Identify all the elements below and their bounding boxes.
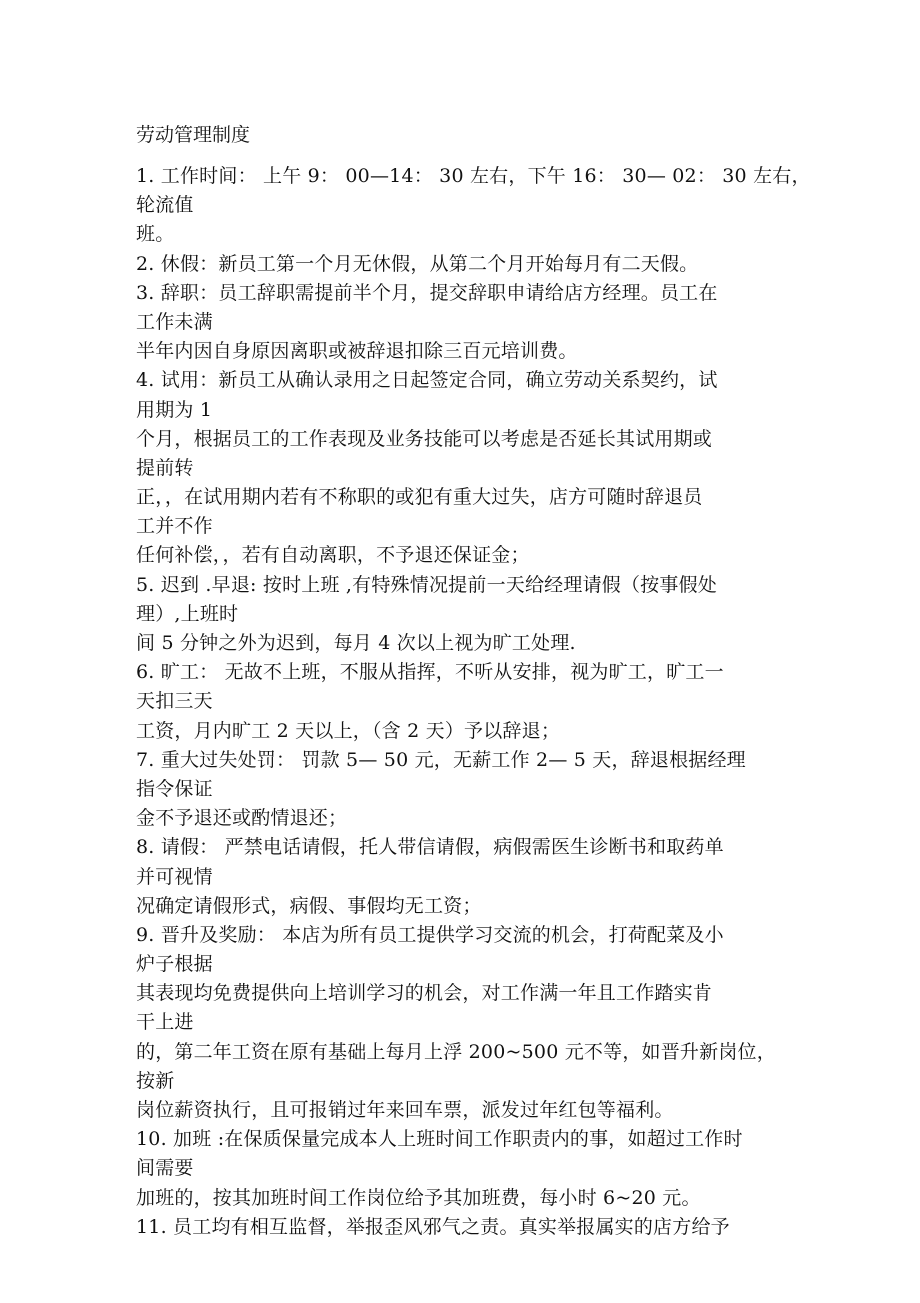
text-line: 正，，在试用期内若有不称职的或犯有重大过失，店方可随时辞退员	[136, 486, 703, 509]
text-line: 金不予退还或酌情退还；	[136, 807, 348, 830]
text-line: 间 5 分钟之外为迟到，每月 4 次以上视为旷工处理.	[136, 632, 576, 654]
text-line: 任何补偿，，若有自动离职，不予退还保证金；	[136, 544, 530, 567]
text-line: 指令保证	[136, 777, 213, 800]
text-line: 6. 旷工： 无故不上班，不服从指挥，不听从安排，视为旷工，旷工一	[136, 661, 724, 684]
text-line: 提前转	[136, 456, 194, 479]
text-line: 炉子根据	[136, 953, 213, 976]
text-line: 7. 重大过失处罚： 罚款 5— 50 元，无薪工作 2— 5 天，辞退根据经理	[136, 748, 746, 771]
text-line: 个月，根据员工的工作表现及业务技能可以考虑是否延长其试用期或	[136, 427, 713, 450]
text-line: 9. 晋升及奖励： 本店为所有员工提供学习交流的机会，打荷配菜及小	[136, 923, 724, 946]
text-line: 工并不作	[136, 515, 213, 538]
document-lines	[136, 162, 811, 1242]
text-line: 干上进	[136, 1011, 194, 1034]
text-line: 并可视情	[136, 865, 213, 888]
text-line: 理）,上班时	[136, 602, 239, 625]
text-line: 岗位薪资执行，且可报销过年来回车票，派发过年红包等福利。	[136, 1099, 674, 1121]
text-line: 加班的，按其加班时间工作岗位给予其加班费，每小时 6~20 元。	[136, 1186, 701, 1209]
text-line: 工作未满	[136, 310, 213, 333]
document-body	[136, 118, 811, 1242]
text-line: 的，第二年工资在原有基础上每月上浮 200~500 元不等，如晋升新岗位，	[136, 1040, 776, 1063]
text-line: 其表现均免费提供向上培训学习的机会，对工作满一年且工作踏实肯	[136, 982, 713, 1005]
text-line: 半年内因自身原因离职或被辞退扣除三百元培训费。	[136, 340, 578, 363]
text-line: 班。	[136, 223, 175, 246]
text-line: 11. 员工均有相互监督，举报歪风邪气之责。真实举报属实的店方给予	[136, 1215, 730, 1238]
document-title: 劳动管理制度	[136, 124, 251, 146]
text-line: 按新	[136, 1069, 175, 1092]
text-line: 3. 辞职：员工辞职需提前半个月，提交辞职申请给店方经理。员工在	[136, 281, 718, 304]
text-line: 况确定请假形式，病假、事假均无工资；	[136, 894, 482, 917]
text-line: 用期为 1	[136, 398, 213, 421]
text-line: 5. 迟到 .早退: 按时上班 ,有特殊情况提前一天给经理请假（按事假处	[136, 573, 717, 596]
text-line: 8. 请假： 严禁电话请假，托人带信请假，病假需医生诊断书和取药单	[136, 836, 724, 859]
text-line: 轮流值	[136, 194, 194, 217]
text-line: 工资，月内旷工 2 天以上，（含 2 天）予以辞退；	[136, 719, 561, 742]
text-line: 4. 试用：新员工从确认录用之日起签定合同，确立劳动关系契约，试	[136, 369, 718, 392]
text-line: 10. 加班 :在保质保量完成本人上班时间工作职责内的事，如超过工作时	[136, 1128, 743, 1151]
text-line: 1. 工作时间： 上午 9： 00—14： 30 左右，下午 16： 30— 02： 30 左右，	[136, 165, 811, 187]
text-line: 天扣三天	[136, 690, 213, 713]
text-line: 2. 休假：新员工第一个月无休假，从第二个月开始每月有二天假。	[136, 252, 699, 275]
text-line: 间需要	[136, 1157, 194, 1180]
